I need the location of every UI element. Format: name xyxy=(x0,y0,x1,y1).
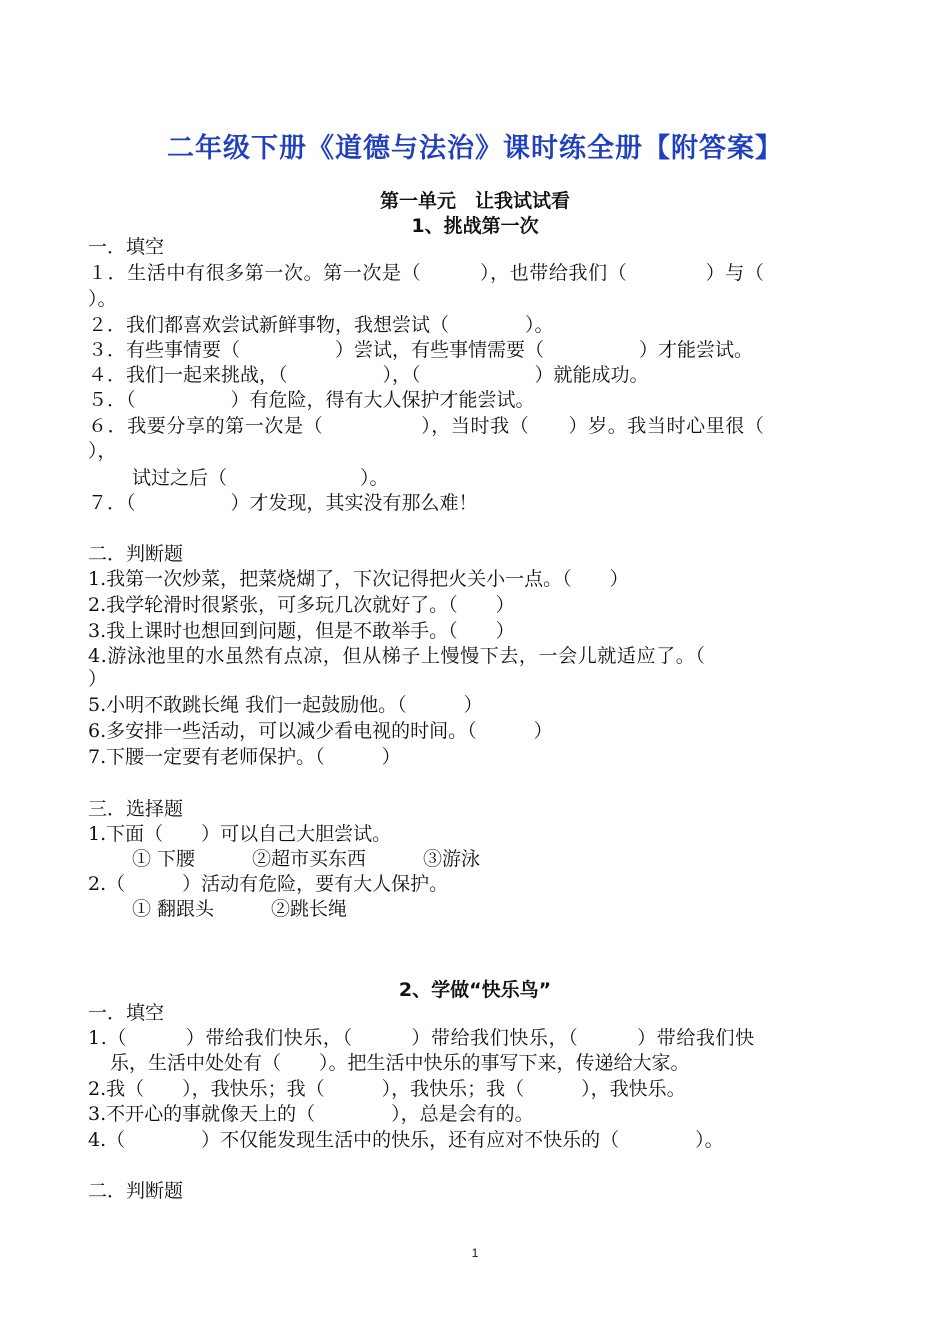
lesson-2-fill-question-1: 1.（ ）带给我们快乐，（ ）带给我们快乐，（ ）带给我们快 xyxy=(88,1027,755,1049)
fill-question-6-cont: ）， xyxy=(88,440,117,462)
choice-question-2-options: ① 翻跟头 ②跳长绳 xyxy=(132,898,348,920)
lesson-2-fill-question-2: 2.我（ ），我快乐；我（ ），我快乐；我（ ），我快乐。 xyxy=(88,1078,686,1100)
lesson-2-fill-question-1-cont: 乐，生活中处处有（ ）。把生活中快乐的事写下来，传递给大家。 xyxy=(110,1052,690,1074)
lesson-2-fill-question-3: 3.不开心的事就像天上的（ ），总是会有的。 xyxy=(88,1103,534,1125)
judge-question-7: 7.下腰一定要有老师保护。（ ） xyxy=(88,746,401,768)
fill-question-2: ２．我们都喜欢尝试新鲜事物，我想尝试（ ）。 xyxy=(88,314,554,336)
lesson-2-section-heading-fill: 一．填空 xyxy=(88,1002,165,1024)
section-heading-choice: 三．选择题 xyxy=(88,798,184,820)
judge-question-4-cont: ） xyxy=(88,668,108,690)
fill-question-6: ６．我要分享的第一次是（ ），当时我（ ）岁。我当时心里很（ xyxy=(88,415,765,437)
judge-question-3: 3.我上课时也想回到问题，但是不敢举手。（ ） xyxy=(88,620,515,642)
lesson-2-section-heading-judge: 二．判断题 xyxy=(88,1180,184,1202)
fill-question-1-cont: ）。 xyxy=(88,288,117,310)
lesson-2-title: 2、学做“快乐鸟” xyxy=(398,979,552,1001)
fill-question-6-cont-2: 试过之后（ ）。 xyxy=(132,467,389,489)
unit-title: 第一单元 让我试试看 xyxy=(379,190,570,212)
judge-question-2: 2.我学轮滑时很紧张，可多玩几次就好了。（ ） xyxy=(88,594,515,616)
choice-question-1: 1.下面（ ）可以自己大胆尝试。 xyxy=(88,823,392,845)
lesson-1-title: 1、挑战第一次 xyxy=(411,215,539,237)
judge-question-4: 4.游泳池里的水虽然有点凉，但从梯子上慢慢下去，一会儿就适应了。（ xyxy=(88,645,706,667)
choice-question-1-options: ① 下腰 ②超市买东西 ③游泳 xyxy=(132,848,481,870)
judge-question-1: 1.我第一次炒菜，把菜烧煳了，下次记得把火关小一点。（ ） xyxy=(88,568,629,590)
judge-question-5: 5.小明不敢跳长绳 我们一起鼓励他。（ ） xyxy=(88,694,483,716)
fill-question-7: ７．（ ）才发现，其实没有那么难！ xyxy=(88,492,478,514)
document-title: 二年级下册《道德与法治》课时练全册【附答案】 xyxy=(167,133,783,164)
section-heading-judge: 二．判断题 xyxy=(88,543,184,565)
fill-question-5: ５．（ ）有危险，得有大人保护才能尝试。 xyxy=(88,389,535,411)
choice-question-2: 2.（ ）活动有危险，要有大人保护。 xyxy=(88,873,449,895)
lesson-2-fill-question-4: 4.（ ）不仅能发现生活中的快乐，还有应对不快乐的（ ）。 xyxy=(88,1129,724,1151)
judge-question-6: 6.多安排一些活动，可以减少看电视的时间。（ ） xyxy=(88,720,553,742)
fill-question-4: ４．我们一起来挑战，（ ），（ ）就能成功。 xyxy=(88,364,649,386)
fill-question-1: １．生活中有很多第一次。第一次是（ ），也带给我们（ ）与（ xyxy=(88,262,765,284)
fill-question-3: ３．有些事情要（ ）尝试，有些事情需要（ ）才能尝试。 xyxy=(88,339,754,361)
section-heading-fill: 一．填空 xyxy=(88,236,165,258)
page-number: 1 xyxy=(471,1246,479,1260)
